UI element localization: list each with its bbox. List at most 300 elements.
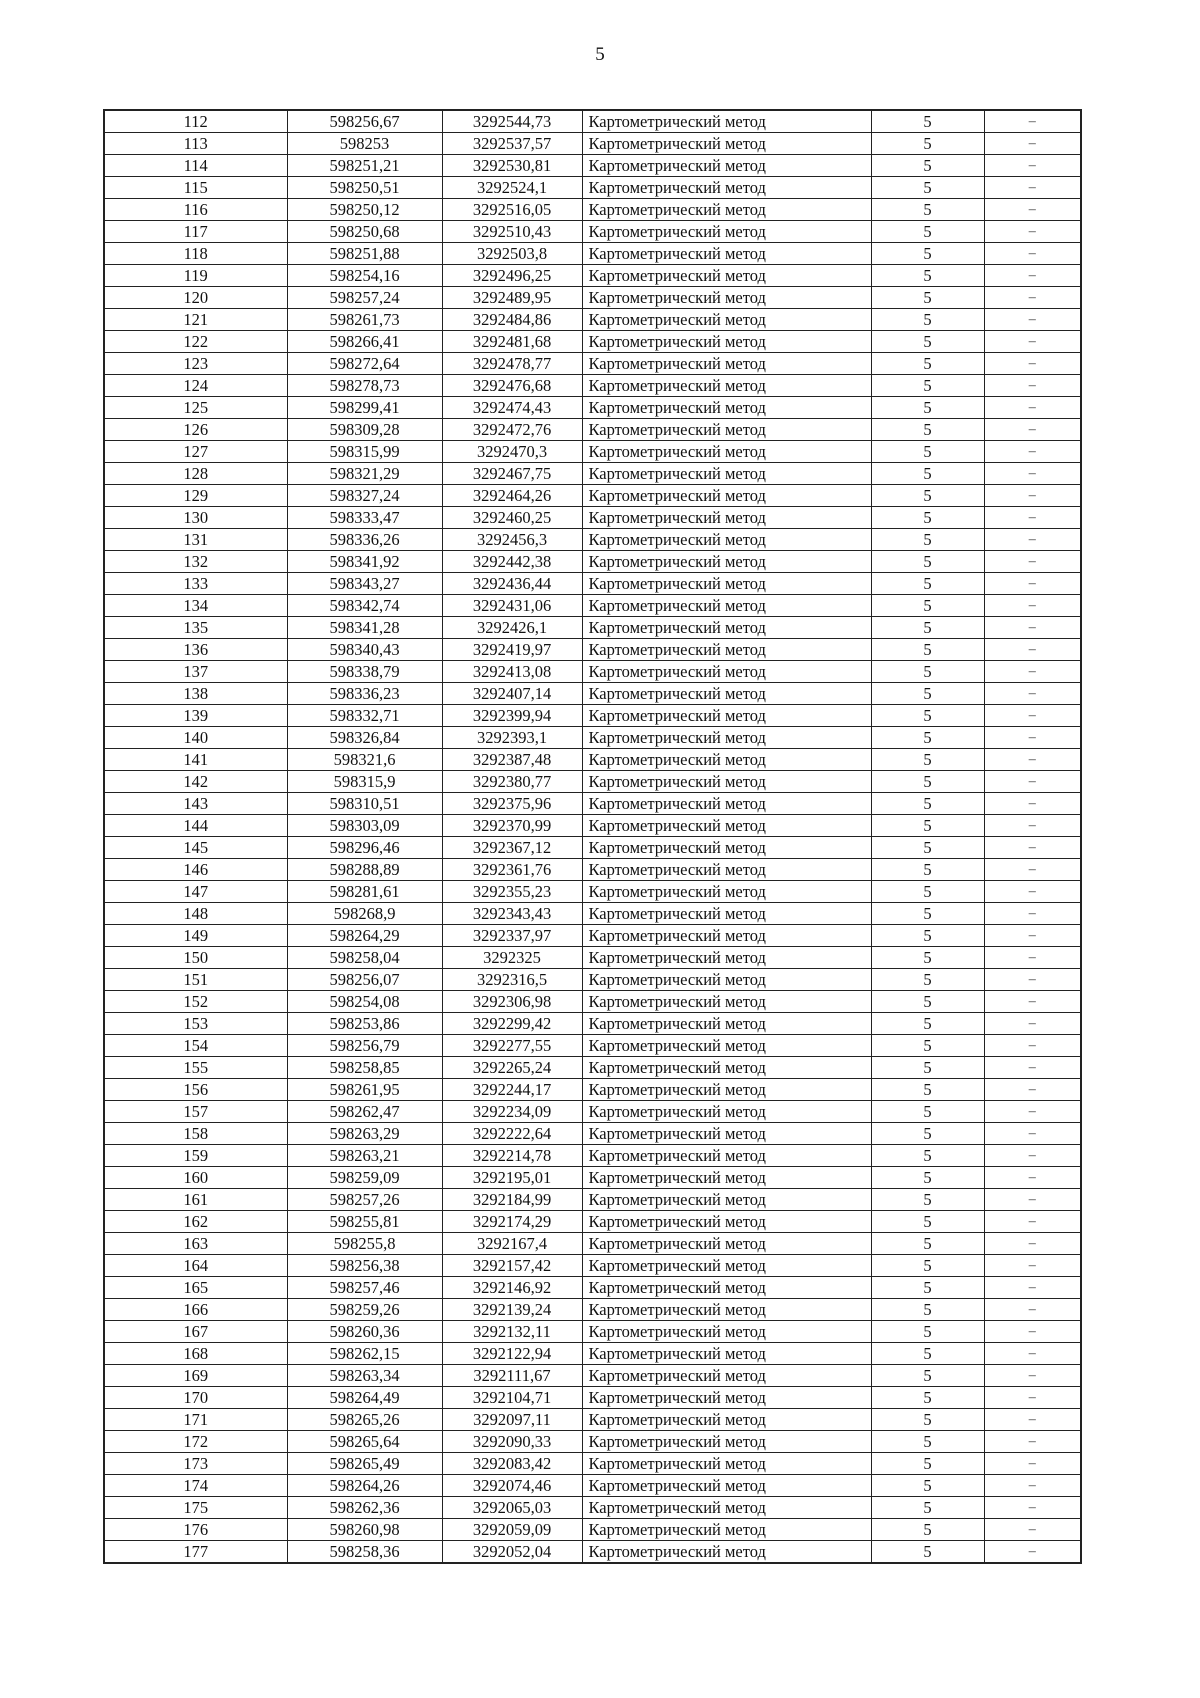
table-row (104, 1123, 1081, 1145)
note-cell: – (984, 1343, 1081, 1365)
y-coordinate-cell: 3292476,68 (442, 375, 582, 397)
y-coordinate-cell: 3292337,97 (442, 925, 582, 947)
note-cell: – (984, 1277, 1081, 1299)
method-cell: Картометрический метод (582, 1123, 871, 1145)
note-cell: – (984, 595, 1081, 617)
accuracy-cell: 5 (871, 1255, 984, 1277)
point-number-cell: 122 (104, 331, 287, 353)
point-number-cell: 125 (104, 397, 287, 419)
method-cell: Картометрический метод (582, 1541, 871, 1564)
accuracy-cell: 5 (871, 375, 984, 397)
note-cell: – (984, 441, 1081, 463)
table-row (104, 749, 1081, 771)
accuracy-cell: 5 (871, 1057, 984, 1079)
y-coordinate-cell: 3292419,97 (442, 639, 582, 661)
method-cell: Картометрический метод (582, 661, 871, 683)
note-cell: – (984, 133, 1081, 155)
x-coordinate-cell: 598251,88 (287, 243, 442, 265)
table-row (104, 1035, 1081, 1057)
method-cell: Картометрический метод (582, 815, 871, 837)
note-cell: – (984, 1145, 1081, 1167)
accuracy-cell: 5 (871, 353, 984, 375)
note-cell: – (984, 177, 1081, 199)
accuracy-cell: 5 (871, 331, 984, 353)
note-cell: – (984, 793, 1081, 815)
y-coordinate-cell: 3292355,23 (442, 881, 582, 903)
x-coordinate-cell: 598343,27 (287, 573, 442, 595)
y-coordinate-cell: 3292516,05 (442, 199, 582, 221)
point-number-cell: 172 (104, 1431, 287, 1453)
accuracy-cell: 5 (871, 1013, 984, 1035)
note-cell: – (984, 309, 1081, 331)
note-cell: – (984, 1453, 1081, 1475)
note-cell: – (984, 199, 1081, 221)
table-row (104, 793, 1081, 815)
x-coordinate-cell: 598256,67 (287, 110, 442, 133)
table-row (104, 375, 1081, 397)
table-row (104, 221, 1081, 243)
y-coordinate-cell: 3292306,98 (442, 991, 582, 1013)
note-cell: – (984, 155, 1081, 177)
table-row (104, 595, 1081, 617)
table-row (104, 815, 1081, 837)
point-number-cell: 168 (104, 1343, 287, 1365)
table-row (104, 1365, 1081, 1387)
point-number-cell: 119 (104, 265, 287, 287)
y-coordinate-cell: 3292537,57 (442, 133, 582, 155)
point-number-cell: 140 (104, 727, 287, 749)
x-coordinate-cell: 598278,73 (287, 375, 442, 397)
note-cell: – (984, 1475, 1081, 1497)
point-number-cell: 149 (104, 925, 287, 947)
x-coordinate-cell: 598260,36 (287, 1321, 442, 1343)
y-coordinate-cell: 3292167,4 (442, 1233, 582, 1255)
note-cell: – (984, 815, 1081, 837)
x-coordinate-cell: 598310,51 (287, 793, 442, 815)
y-coordinate-cell: 3292544,73 (442, 110, 582, 133)
point-number-cell: 124 (104, 375, 287, 397)
point-number-cell: 162 (104, 1211, 287, 1233)
method-cell: Картометрический метод (582, 925, 871, 947)
method-cell: Картометрический метод (582, 903, 871, 925)
accuracy-cell: 5 (871, 309, 984, 331)
point-number-cell: 157 (104, 1101, 287, 1123)
x-coordinate-cell: 598288,89 (287, 859, 442, 881)
method-cell: Картометрический метод (582, 727, 871, 749)
point-number-cell: 169 (104, 1365, 287, 1387)
method-cell: Картометрический метод (582, 551, 871, 573)
method-cell: Картометрический метод (582, 1387, 871, 1409)
y-coordinate-cell: 3292442,38 (442, 551, 582, 573)
y-coordinate-cell: 3292470,3 (442, 441, 582, 463)
y-coordinate-cell: 3292464,26 (442, 485, 582, 507)
accuracy-cell: 5 (871, 1123, 984, 1145)
x-coordinate-cell: 598254,08 (287, 991, 442, 1013)
accuracy-cell: 5 (871, 903, 984, 925)
point-number-cell: 159 (104, 1145, 287, 1167)
note-cell: – (984, 1255, 1081, 1277)
accuracy-cell: 5 (871, 837, 984, 859)
note-cell: – (984, 925, 1081, 947)
table-row (104, 155, 1081, 177)
accuracy-cell: 5 (871, 1189, 984, 1211)
note-cell: – (984, 1497, 1081, 1519)
method-cell: Картометрический метод (582, 749, 871, 771)
point-number-cell: 137 (104, 661, 287, 683)
accuracy-cell: 5 (871, 133, 984, 155)
y-coordinate-cell: 3292122,94 (442, 1343, 582, 1365)
table-row (104, 551, 1081, 573)
y-coordinate-cell: 3292530,81 (442, 155, 582, 177)
note-cell: – (984, 1365, 1081, 1387)
method-cell: Картометрический метод (582, 881, 871, 903)
coordinates-table-body (104, 110, 1081, 1563)
note-cell: – (984, 551, 1081, 573)
y-coordinate-cell: 3292387,48 (442, 749, 582, 771)
y-coordinate-cell: 3292456,3 (442, 529, 582, 551)
table-row (104, 1431, 1081, 1453)
x-coordinate-cell: 598258,85 (287, 1057, 442, 1079)
note-cell: – (984, 265, 1081, 287)
note-cell: – (984, 1519, 1081, 1541)
x-coordinate-cell: 598321,6 (287, 749, 442, 771)
x-coordinate-cell: 598259,09 (287, 1167, 442, 1189)
table-row (104, 507, 1081, 529)
accuracy-cell: 5 (871, 925, 984, 947)
method-cell: Картометрический метод (582, 1255, 871, 1277)
x-coordinate-cell: 598336,26 (287, 529, 442, 551)
accuracy-cell: 5 (871, 749, 984, 771)
x-coordinate-cell: 598266,41 (287, 331, 442, 353)
x-coordinate-cell: 598336,23 (287, 683, 442, 705)
note-cell: – (984, 463, 1081, 485)
y-coordinate-cell: 3292299,42 (442, 1013, 582, 1035)
method-cell: Картометрический метод (582, 1057, 871, 1079)
x-coordinate-cell: 598265,49 (287, 1453, 442, 1475)
accuracy-cell: 5 (871, 1079, 984, 1101)
accuracy-cell: 5 (871, 705, 984, 727)
table-row (104, 1233, 1081, 1255)
x-coordinate-cell: 598260,98 (287, 1519, 442, 1541)
y-coordinate-cell: 3292234,09 (442, 1101, 582, 1123)
x-coordinate-cell: 598264,29 (287, 925, 442, 947)
point-number-cell: 155 (104, 1057, 287, 1079)
table-row (104, 859, 1081, 881)
note-cell: – (984, 1409, 1081, 1431)
note-cell: – (984, 507, 1081, 529)
y-coordinate-cell: 3292174,29 (442, 1211, 582, 1233)
point-number-cell: 141 (104, 749, 287, 771)
table-row (104, 947, 1081, 969)
point-number-cell: 170 (104, 1387, 287, 1409)
note-cell: – (984, 287, 1081, 309)
table-row (104, 1255, 1081, 1277)
accuracy-cell: 5 (871, 419, 984, 441)
note-cell: – (984, 1123, 1081, 1145)
table-row (104, 991, 1081, 1013)
point-number-cell: 130 (104, 507, 287, 529)
x-coordinate-cell: 598261,95 (287, 1079, 442, 1101)
accuracy-cell: 5 (871, 639, 984, 661)
y-coordinate-cell: 3292097,11 (442, 1409, 582, 1431)
note-cell: – (984, 110, 1081, 133)
table-row (104, 265, 1081, 287)
accuracy-cell: 5 (871, 771, 984, 793)
point-number-cell: 134 (104, 595, 287, 617)
x-coordinate-cell: 598250,68 (287, 221, 442, 243)
x-coordinate-cell: 598258,04 (287, 947, 442, 969)
point-number-cell: 153 (104, 1013, 287, 1035)
note-cell: – (984, 947, 1081, 969)
method-cell: Картометрический метод (582, 1145, 871, 1167)
table-row (104, 1211, 1081, 1233)
x-coordinate-cell: 598341,28 (287, 617, 442, 639)
method-cell: Картометрический метод (582, 309, 871, 331)
method-cell: Картометрический метод (582, 199, 871, 221)
method-cell: Картометрический метод (582, 529, 871, 551)
table-row (104, 639, 1081, 661)
accuracy-cell: 5 (871, 661, 984, 683)
x-coordinate-cell: 598263,29 (287, 1123, 442, 1145)
y-coordinate-cell: 3292083,42 (442, 1453, 582, 1475)
table-row (104, 925, 1081, 947)
accuracy-cell: 5 (871, 397, 984, 419)
x-coordinate-cell: 598261,73 (287, 309, 442, 331)
x-coordinate-cell: 598265,64 (287, 1431, 442, 1453)
point-number-cell: 167 (104, 1321, 287, 1343)
table-row (104, 1343, 1081, 1365)
point-number-cell: 129 (104, 485, 287, 507)
x-coordinate-cell: 598257,26 (287, 1189, 442, 1211)
table-row (104, 617, 1081, 639)
note-cell: – (984, 485, 1081, 507)
x-coordinate-cell: 598265,26 (287, 1409, 442, 1431)
point-number-cell: 118 (104, 243, 287, 265)
note-cell: – (984, 661, 1081, 683)
table-row (104, 837, 1081, 859)
point-number-cell: 132 (104, 551, 287, 573)
note-cell: – (984, 529, 1081, 551)
point-number-cell: 152 (104, 991, 287, 1013)
method-cell: Картометрический метод (582, 1013, 871, 1035)
table-row (104, 683, 1081, 705)
y-coordinate-cell: 3292361,76 (442, 859, 582, 881)
point-number-cell: 126 (104, 419, 287, 441)
y-coordinate-cell: 3292431,06 (442, 595, 582, 617)
x-coordinate-cell: 598250,12 (287, 199, 442, 221)
table-row (104, 1299, 1081, 1321)
accuracy-cell: 5 (871, 463, 984, 485)
accuracy-cell: 5 (871, 199, 984, 221)
accuracy-cell: 5 (871, 155, 984, 177)
note-cell: – (984, 859, 1081, 881)
method-cell: Картометрический метод (582, 1519, 871, 1541)
table-row (104, 1541, 1081, 1564)
accuracy-cell: 5 (871, 1211, 984, 1233)
accuracy-cell: 5 (871, 573, 984, 595)
point-number-cell: 120 (104, 287, 287, 309)
x-coordinate-cell: 598263,21 (287, 1145, 442, 1167)
point-number-cell: 158 (104, 1123, 287, 1145)
method-cell: Картометрический метод (582, 1189, 871, 1211)
table-row (104, 419, 1081, 441)
table-row (104, 133, 1081, 155)
accuracy-cell: 5 (871, 1035, 984, 1057)
method-cell: Картометрический метод (582, 507, 871, 529)
table-row (104, 1057, 1081, 1079)
table-row (104, 485, 1081, 507)
point-number-cell: 145 (104, 837, 287, 859)
x-coordinate-cell: 598262,47 (287, 1101, 442, 1123)
table-row (104, 1409, 1081, 1431)
note-cell: – (984, 903, 1081, 925)
point-number-cell: 115 (104, 177, 287, 199)
table-row (104, 529, 1081, 551)
accuracy-cell: 5 (871, 991, 984, 1013)
y-coordinate-cell: 3292467,75 (442, 463, 582, 485)
x-coordinate-cell: 598299,41 (287, 397, 442, 419)
note-cell: – (984, 1101, 1081, 1123)
method-cell: Картометрический метод (582, 221, 871, 243)
method-cell: Картометрический метод (582, 485, 871, 507)
method-cell: Картометрический метод (582, 617, 871, 639)
accuracy-cell: 5 (871, 1233, 984, 1255)
note-cell: – (984, 353, 1081, 375)
coordinates-table (103, 109, 1082, 1564)
method-cell: Картометрический метод (582, 595, 871, 617)
method-cell: Картометрический метод (582, 1233, 871, 1255)
point-number-cell: 121 (104, 309, 287, 331)
table-row (104, 397, 1081, 419)
x-coordinate-cell: 598250,51 (287, 177, 442, 199)
x-coordinate-cell: 598262,15 (287, 1343, 442, 1365)
x-coordinate-cell: 598264,26 (287, 1475, 442, 1497)
method-cell: Картометрический метод (582, 705, 871, 727)
accuracy-cell: 5 (871, 1321, 984, 1343)
y-coordinate-cell: 3292059,09 (442, 1519, 582, 1541)
method-cell: Картометрический метод (582, 419, 871, 441)
accuracy-cell: 5 (871, 1101, 984, 1123)
x-coordinate-cell: 598251,21 (287, 155, 442, 177)
accuracy-cell: 5 (871, 485, 984, 507)
method-cell: Картометрический метод (582, 793, 871, 815)
point-number-cell: 163 (104, 1233, 287, 1255)
accuracy-cell: 5 (871, 1299, 984, 1321)
note-cell: – (984, 1299, 1081, 1321)
point-number-cell: 123 (104, 353, 287, 375)
x-coordinate-cell: 598256,07 (287, 969, 442, 991)
point-number-cell: 164 (104, 1255, 287, 1277)
x-coordinate-cell: 598258,36 (287, 1541, 442, 1564)
y-coordinate-cell: 3292370,99 (442, 815, 582, 837)
x-coordinate-cell: 598256,79 (287, 1035, 442, 1057)
x-coordinate-cell: 598309,28 (287, 419, 442, 441)
x-coordinate-cell: 598332,71 (287, 705, 442, 727)
y-coordinate-cell: 3292496,25 (442, 265, 582, 287)
accuracy-cell: 5 (871, 1167, 984, 1189)
accuracy-cell: 5 (871, 969, 984, 991)
x-coordinate-cell: 598296,46 (287, 837, 442, 859)
method-cell: Картометрический метод (582, 463, 871, 485)
y-coordinate-cell: 3292524,1 (442, 177, 582, 199)
y-coordinate-cell: 3292343,43 (442, 903, 582, 925)
note-cell: – (984, 375, 1081, 397)
point-number-cell: 171 (104, 1409, 287, 1431)
note-cell: – (984, 683, 1081, 705)
method-cell: Картометрический метод (582, 441, 871, 463)
point-number-cell: 175 (104, 1497, 287, 1519)
note-cell: – (984, 1211, 1081, 1233)
method-cell: Картометрический метод (582, 110, 871, 133)
page-number: 5 (595, 44, 605, 65)
table-row (104, 110, 1081, 133)
y-coordinate-cell: 3292375,96 (442, 793, 582, 815)
point-number-cell: 146 (104, 859, 287, 881)
x-coordinate-cell: 598257,46 (287, 1277, 442, 1299)
y-coordinate-cell: 3292184,99 (442, 1189, 582, 1211)
x-coordinate-cell: 598254,16 (287, 265, 442, 287)
accuracy-cell: 5 (871, 1431, 984, 1453)
table-row (104, 287, 1081, 309)
accuracy-cell: 5 (871, 529, 984, 551)
note-cell: – (984, 639, 1081, 661)
point-number-cell: 135 (104, 617, 287, 639)
method-cell: Картометрический метод (582, 1167, 871, 1189)
point-number-cell: 116 (104, 199, 287, 221)
method-cell: Картометрический метод (582, 287, 871, 309)
note-cell: – (984, 969, 1081, 991)
note-cell: – (984, 1079, 1081, 1101)
method-cell: Картометрический метод (582, 133, 871, 155)
table-row (104, 1497, 1081, 1519)
method-cell: Картометрический метод (582, 639, 871, 661)
accuracy-cell: 5 (871, 1365, 984, 1387)
method-cell: Картометрический метод (582, 1035, 871, 1057)
note-cell: – (984, 1189, 1081, 1211)
x-coordinate-cell: 598327,24 (287, 485, 442, 507)
method-cell: Картометрический метод (582, 969, 871, 991)
method-cell: Картометрический метод (582, 1321, 871, 1343)
x-coordinate-cell: 598253 (287, 133, 442, 155)
x-coordinate-cell: 598340,43 (287, 639, 442, 661)
y-coordinate-cell: 3292503,8 (442, 243, 582, 265)
x-coordinate-cell: 598315,9 (287, 771, 442, 793)
note-cell: – (984, 1541, 1081, 1564)
point-number-cell: 117 (104, 221, 287, 243)
x-coordinate-cell: 598257,24 (287, 287, 442, 309)
point-number-cell: 151 (104, 969, 287, 991)
point-number-cell: 177 (104, 1541, 287, 1564)
point-number-cell: 156 (104, 1079, 287, 1101)
note-cell: – (984, 749, 1081, 771)
accuracy-cell: 5 (871, 177, 984, 199)
x-coordinate-cell: 598326,84 (287, 727, 442, 749)
method-cell: Картометрический метод (582, 991, 871, 1013)
x-coordinate-cell: 598303,09 (287, 815, 442, 837)
note-cell: – (984, 1057, 1081, 1079)
note-cell: – (984, 419, 1081, 441)
method-cell: Картометрический метод (582, 1365, 871, 1387)
y-coordinate-cell: 3292460,25 (442, 507, 582, 529)
table-row (104, 353, 1081, 375)
accuracy-cell: 5 (871, 683, 984, 705)
y-coordinate-cell: 3292074,46 (442, 1475, 582, 1497)
method-cell: Картометрический метод (582, 947, 871, 969)
accuracy-cell: 5 (871, 1343, 984, 1365)
y-coordinate-cell: 3292478,77 (442, 353, 582, 375)
y-coordinate-cell: 3292139,24 (442, 1299, 582, 1321)
y-coordinate-cell: 3292474,43 (442, 397, 582, 419)
